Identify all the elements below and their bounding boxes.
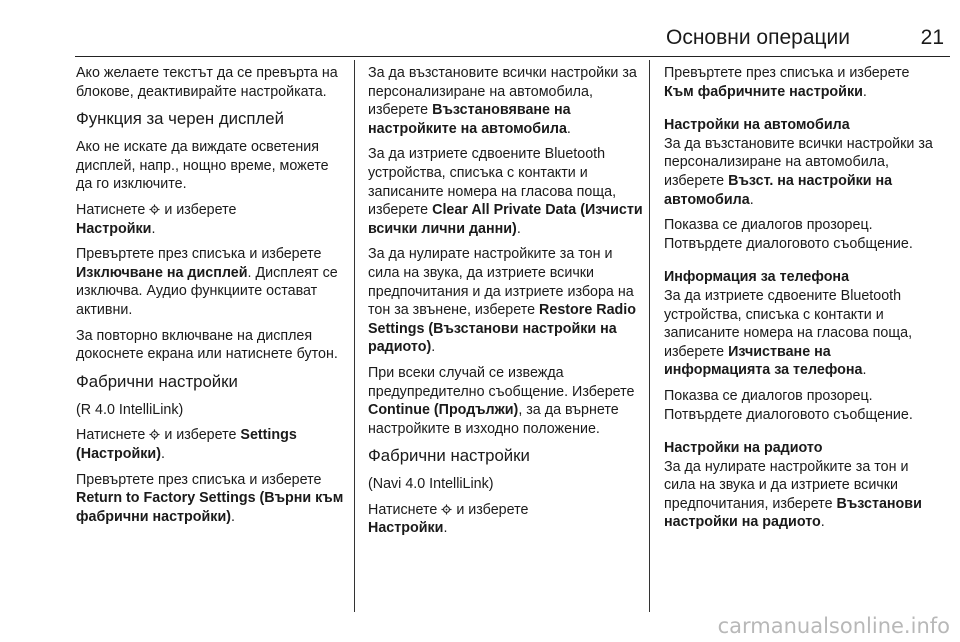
paragraph: Показва се диалогов прозорец. Потвърдете диалоговото съобщение.	[664, 387, 913, 423]
text: . Дисплеят се изключва. Аудио функциите остават активни.	[76, 264, 338, 318]
menu-term: Return to Factory Settings (Върни към фабрични настройки)	[76, 490, 344, 525]
text: .	[443, 520, 448, 537]
paragraph: За повторно включване на дисплея докоснете екрана или натиснете бутон.	[76, 327, 338, 363]
paragraph	[368, 245, 644, 357]
text: .	[566, 120, 571, 137]
text: Превъртете през списъка и изберете	[76, 246, 322, 263]
spacer	[664, 431, 936, 439]
menu-term: Към фабричните настройки	[664, 83, 863, 100]
spacer	[664, 108, 936, 116]
text: .	[151, 220, 156, 237]
paragraph: (Navi 4.0 IntelliLink)	[368, 476, 494, 493]
text: и изберете	[456, 501, 529, 518]
section-heading: Фабрични настройки	[368, 446, 530, 466]
page-header	[60, 0, 950, 56]
text: .	[749, 191, 754, 208]
column-1	[76, 64, 348, 533]
paragraph: (R 4.0 IntelliLink)	[76, 401, 184, 418]
paragraph	[368, 364, 644, 438]
text: и изберете	[164, 427, 237, 444]
subheading: Настройки на автомобила	[664, 117, 850, 134]
page-number: 21	[920, 26, 944, 49]
paragraph	[368, 145, 644, 238]
paragraph: Показва се диалогов прозорец. Потвърдете диалоговото съобщение.	[664, 217, 913, 252]
paragraph	[368, 64, 644, 138]
section-heading: Фабрични настройки	[76, 371, 238, 391]
paragraph	[664, 64, 936, 101]
menu-term: Настройки	[368, 520, 444, 537]
paragraph	[76, 201, 348, 238]
menu-term: Възст. на настройки на автомобила	[664, 172, 893, 208]
text: За да нулирате настройките за тон и сила на звука, да изтриете всички предпочитания и да изтриете избора на тон за звънене, изберете	[368, 246, 634, 319]
text: За да възстановите всички настройки за персонализиране на автомобила, изберете	[368, 65, 637, 119]
column-2	[368, 64, 644, 545]
text: .	[516, 220, 521, 237]
paragraph: Ако желаете текстът да се превърта на блокове, деактивирайте настройката.	[76, 65, 338, 100]
text: , за да върнете настройките в изходно положение.	[368, 402, 619, 437]
text: За да изтриете сдвоените Bluetooth устройства, списъка с контакти и записаните номера на гласова поща, изберете	[664, 287, 913, 360]
text: Натиснете	[76, 201, 146, 218]
gear-icon	[149, 429, 160, 440]
paragraph	[368, 501, 644, 538]
column-3	[664, 64, 936, 539]
paragraph	[664, 287, 936, 380]
header-rule	[75, 56, 950, 57]
text: Превъртете през списъка и изберете	[76, 471, 322, 488]
subheading: Настройки на радиото	[664, 440, 823, 457]
menu-term: Continue (Продължи)	[368, 402, 519, 419]
menu-term: Възстанови настройки на радиото	[664, 495, 922, 531]
menu-term: Изключване на дисплей	[76, 264, 248, 281]
paragraph	[664, 458, 936, 532]
menu-term: Възстановяване на настройките на автомобила	[368, 102, 571, 137]
paragraph	[76, 471, 348, 527]
paragraph: Ако не искате да виждате осветения дисплей, напр., нощно време, можете да го изключите.	[76, 139, 329, 193]
text: За да възстановите всички настройки за персонализиране на автомобила, изберете	[664, 135, 933, 189]
text: и изберете	[164, 201, 237, 218]
subheading: Информация за телефона	[664, 269, 850, 286]
text: .	[820, 514, 825, 531]
text: За да нулирате настройките за тон и сила на звука и да изтриете всички предпочитания, изберете	[664, 458, 909, 512]
text: .	[862, 83, 867, 100]
text: Превъртете през списъка и изберете	[664, 65, 910, 81]
text: Натиснете	[76, 427, 146, 444]
page-title: Основни операции	[665, 26, 850, 49]
menu-term: Settings (Настройки)	[76, 427, 297, 462]
section-heading: Функция за черен дисплей	[76, 109, 284, 129]
gear-icon	[441, 504, 452, 515]
menu-term: Настройки	[76, 220, 152, 237]
text: .	[160, 445, 165, 462]
text: За да изтриете сдвоените Bluetooth устройства, списъка с контакти и записаните номера на гласова поща, изберете	[368, 146, 617, 219]
column-separator	[354, 60, 355, 612]
text: .	[231, 508, 235, 525]
paragraph	[76, 426, 348, 463]
spacer	[664, 260, 936, 268]
menu-term: Clear All Private Data (Изчисти всички лични данни)	[368, 202, 643, 237]
column-separator	[649, 60, 650, 612]
paragraph	[664, 135, 936, 209]
text: .	[862, 362, 867, 379]
paragraph	[76, 245, 348, 319]
menu-term: Restore Radio Settings (Възстанови настройки на радиото)	[368, 302, 636, 356]
gear-icon	[149, 204, 160, 215]
menu-term: Изчистване на информацията за телефона	[664, 343, 863, 379]
text: При всеки случай се извежда предупредително съобщение. Изберете	[368, 364, 635, 400]
watermark: carmanualsonline.info	[717, 614, 950, 638]
text: .	[431, 339, 436, 356]
text: Натиснете	[368, 501, 438, 518]
